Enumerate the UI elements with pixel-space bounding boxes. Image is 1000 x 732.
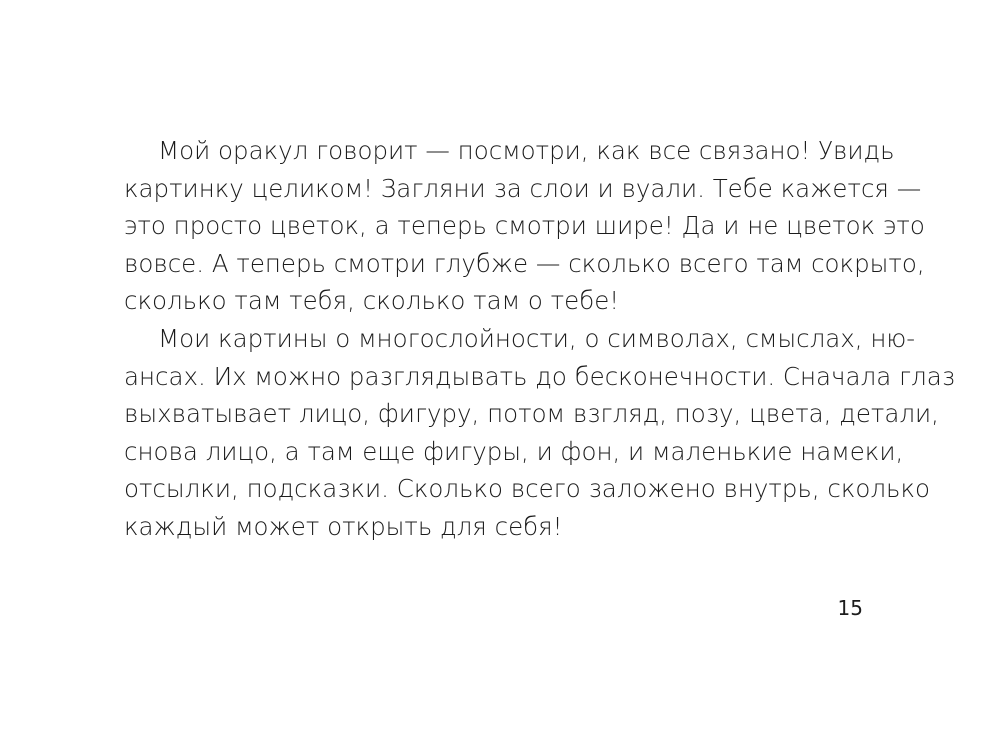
paragraph-2 xyxy=(124,320,955,546)
page-number: 15 xyxy=(837,596,863,620)
text-line: это просто цветок, а теперь смотри шире! Да и не цветок это xyxy=(124,211,925,241)
text-line: вовсе. А теперь смотри глубже — сколько всего там сокрыто, xyxy=(124,248,925,278)
text-line: Мои картины о многослойности, о символах, смыслах, ню- xyxy=(158,323,916,353)
text-line: Мой оракул говорит — посмотри, как все связано! Увидь xyxy=(158,136,895,165)
body-text xyxy=(124,132,955,546)
text-line: отсылки, подсказки. Сколько всего заложено внутрь, сколько xyxy=(124,474,931,504)
text-line: сколько там тебя, сколько там о тебе! xyxy=(124,286,620,316)
text-line: ансах. Их можно разглядывать до бесконечности. Сначала глаз xyxy=(124,361,955,391)
text-line: каждый может открыть для себя! xyxy=(124,511,563,541)
text-line: выхватывает лицо, фигуру, потом взгляд, позу, цвета, детали, xyxy=(124,399,939,429)
paragraph-1 xyxy=(124,132,925,320)
text-line: картинку целиком! Загляни за слои и вуали. Тебе кажется — xyxy=(124,173,922,203)
text-line: снова лицо, а там еще фигуры, и фон, и маленькие намеки, xyxy=(124,436,904,466)
